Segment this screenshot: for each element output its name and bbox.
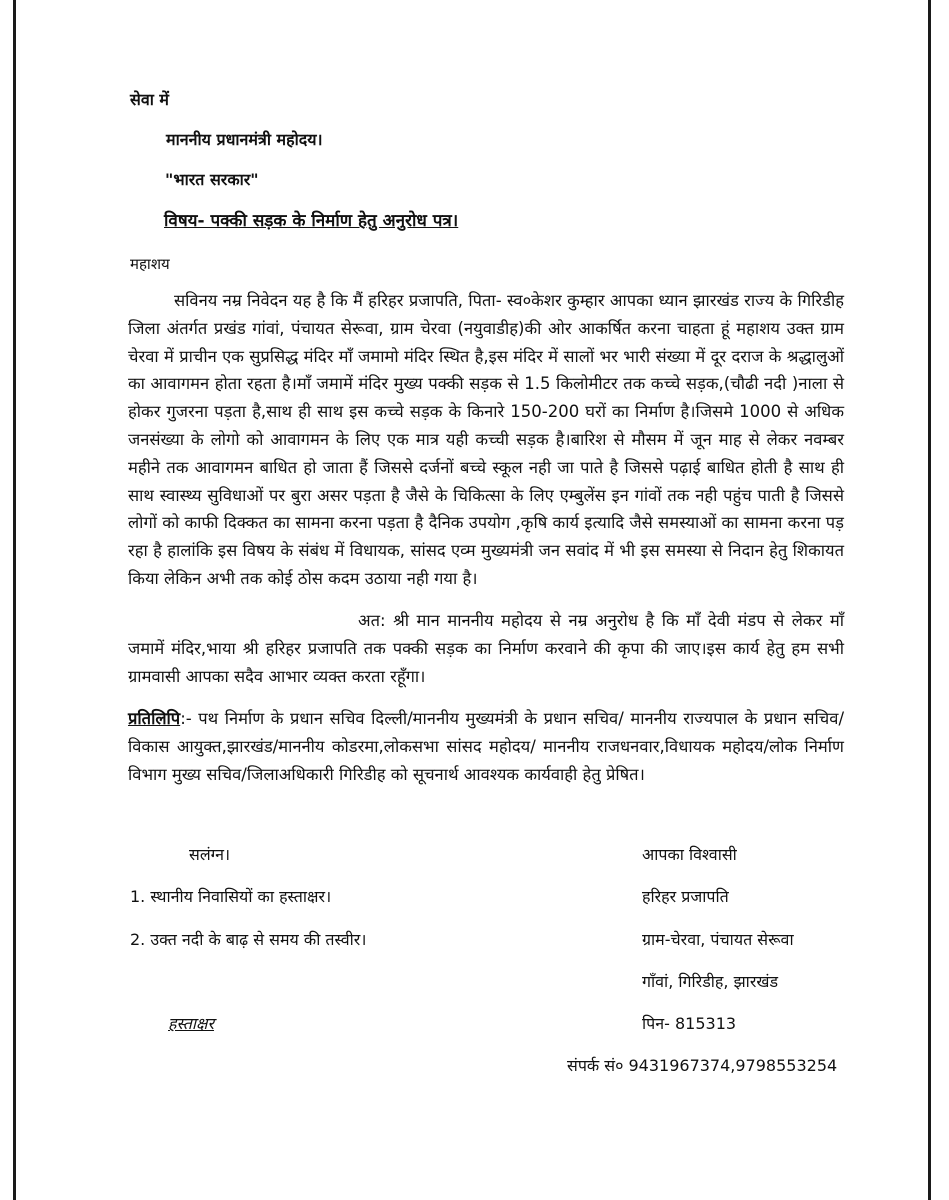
sender-closing: आपका विश्वासी <box>642 845 737 864</box>
sender-pin: पिन- 815313 <box>642 1014 737 1033</box>
body-paragraph-2-text: अत: श्री मान माननीय महोदय से नम्र अनुरोध है कि माँ देवी मंडप से लेकर माँ जमामें मंदिर,भाया श्री हरिहर प्रजापति तक पक्की सड़क का निर्माण करवाने की कृपा की जाए।इस कार्य हेतु हम सभी ग्रामवासी आपका सदैव आभार व्यक्त करता रहूँगा। <box>128 611 844 686</box>
page-border <box>13 0 931 1200</box>
sender-address-line-1: ग्राम-चेरवा, पंचायत सेरूवा <box>642 930 794 949</box>
enclosure-item-1: 1. स्थानीय निवासियों का हस्ताक्षर। <box>130 887 332 906</box>
body-paragraph-1 <box>128 287 844 593</box>
sender-name: हरिहर प्रजापति <box>642 887 729 906</box>
copy-to-block <box>128 705 844 788</box>
sender-contact: संपर्क सं० 9431967374,9798553254 <box>567 1056 838 1075</box>
subject-line: विषय- पक्की सड़क के निर्माण हेतु अनुरोध पत्र। <box>164 211 459 231</box>
copy-to-label: प्रतिलिपि <box>128 709 181 728</box>
sender-address-line-2: गाँवां, गिरिडीह, झारखंड <box>642 972 779 991</box>
recipient-office: "भारत सरकार" <box>165 170 259 189</box>
body-paragraph-1-text: सविनय नम्र निवेदन यह है कि मैं हरिहर प्रजापति, पिता- स्व०केशर कुम्हार आपका ध्यान झारखंड राज्य के गिरिडीह जिला अंतर्गत प्रखंड गांवां, पंचायत सेरूवा, ग्राम चेरवा (नयुवाडीह)की ओर आकर्षित करना चाहता हूं महाशय उक्त ग्राम चेरवा में प्राचीन एक सुप्रसिद्ध मंदिर माँ जमामो मंदिर स्थित है,इस मंदिर में सालों भर भारी संख्या में दूर दराज के श्रद्धालुओं का आवागमन होता रहता है।माँ जमामें मंदिर मुख्य पक्की सड़क से 1.5 किलोमीटर तक कच्चे सड़क,(चौढी नदी )नाला से होकर गुजरना पड़ता है,साथ ही साथ इस कच्चे सड़क के किनारे 150-200 घरों का निर्माण है।जिसमे 1000 से अधिक जनसंख्या के लोगो को आवागमन के लिए एक मात्र यही कच्ची सड़क है।बारिश से मौसम में जून माह से लेकर नवम्बर महीने तक आवागमन बाधित हो जाता हैं जिससे दर्जनों बच्चे स्कूल नही जा पाते है जिससे पढ़ाई बाधित होती है साथ ही साथ स्वास्थ्य सुविधाओं पर बुरा असर पड़ता है जैसे के चिकित्सा के लिए एम्बुलेंस इन गांवों तक नही पहुंच पाती है जिससे लोगों को काफी दिक्कत का सामना करना पड़ता है दैनिक उपयोग ,कृषि कार्य इत्यादि जैसे समस्याओं का सामना करना पड़ रहा है हालांकि इस विषय के संबंध में विधायक, सांसद एव्म मुख्यमंत्री जन सवांद में भी इस समस्या से निदान हेतु शिकायत किया लेकिन अभी तक कोई ठोस कदम उठाया नही गया है। <box>128 291 844 588</box>
salutation: महाशय <box>130 255 170 273</box>
enclosure-item-2: 2. उक्त नदी के बाढ़ से समय की तस्वीर। <box>130 930 367 949</box>
recipient-to: सेवा में <box>130 90 169 109</box>
copy-to-text: :- पथ निर्माण के प्रधान सचिव दिल्ली/माननीय मुख्यमंत्री के प्रधान सचिव/ माननीय राज्यपाल के प्रधान सचिव/विकास आयुक्त,झारखंड/माननीय कोडरमा,लोकसभा सांसद महोदय/ माननीय राजधनवार,विधायक महोदय/लोक निर्माण विभाग मुख्य सचिव/जिलाअधिकारी गिरिडीह को सूचनार्थ आवश्यक कार्यवाही हेतु प्रेषित। <box>128 709 844 784</box>
signature-label: हस्ताक्षर <box>168 1014 215 1033</box>
recipient-addressee: माननीय प्रधानमंत्री महोदय। <box>166 130 323 149</box>
copy-to-paragraph <box>128 705 844 788</box>
body-paragraph-2 <box>128 607 844 690</box>
enclosures-heading: सलंग्न। <box>189 845 231 864</box>
